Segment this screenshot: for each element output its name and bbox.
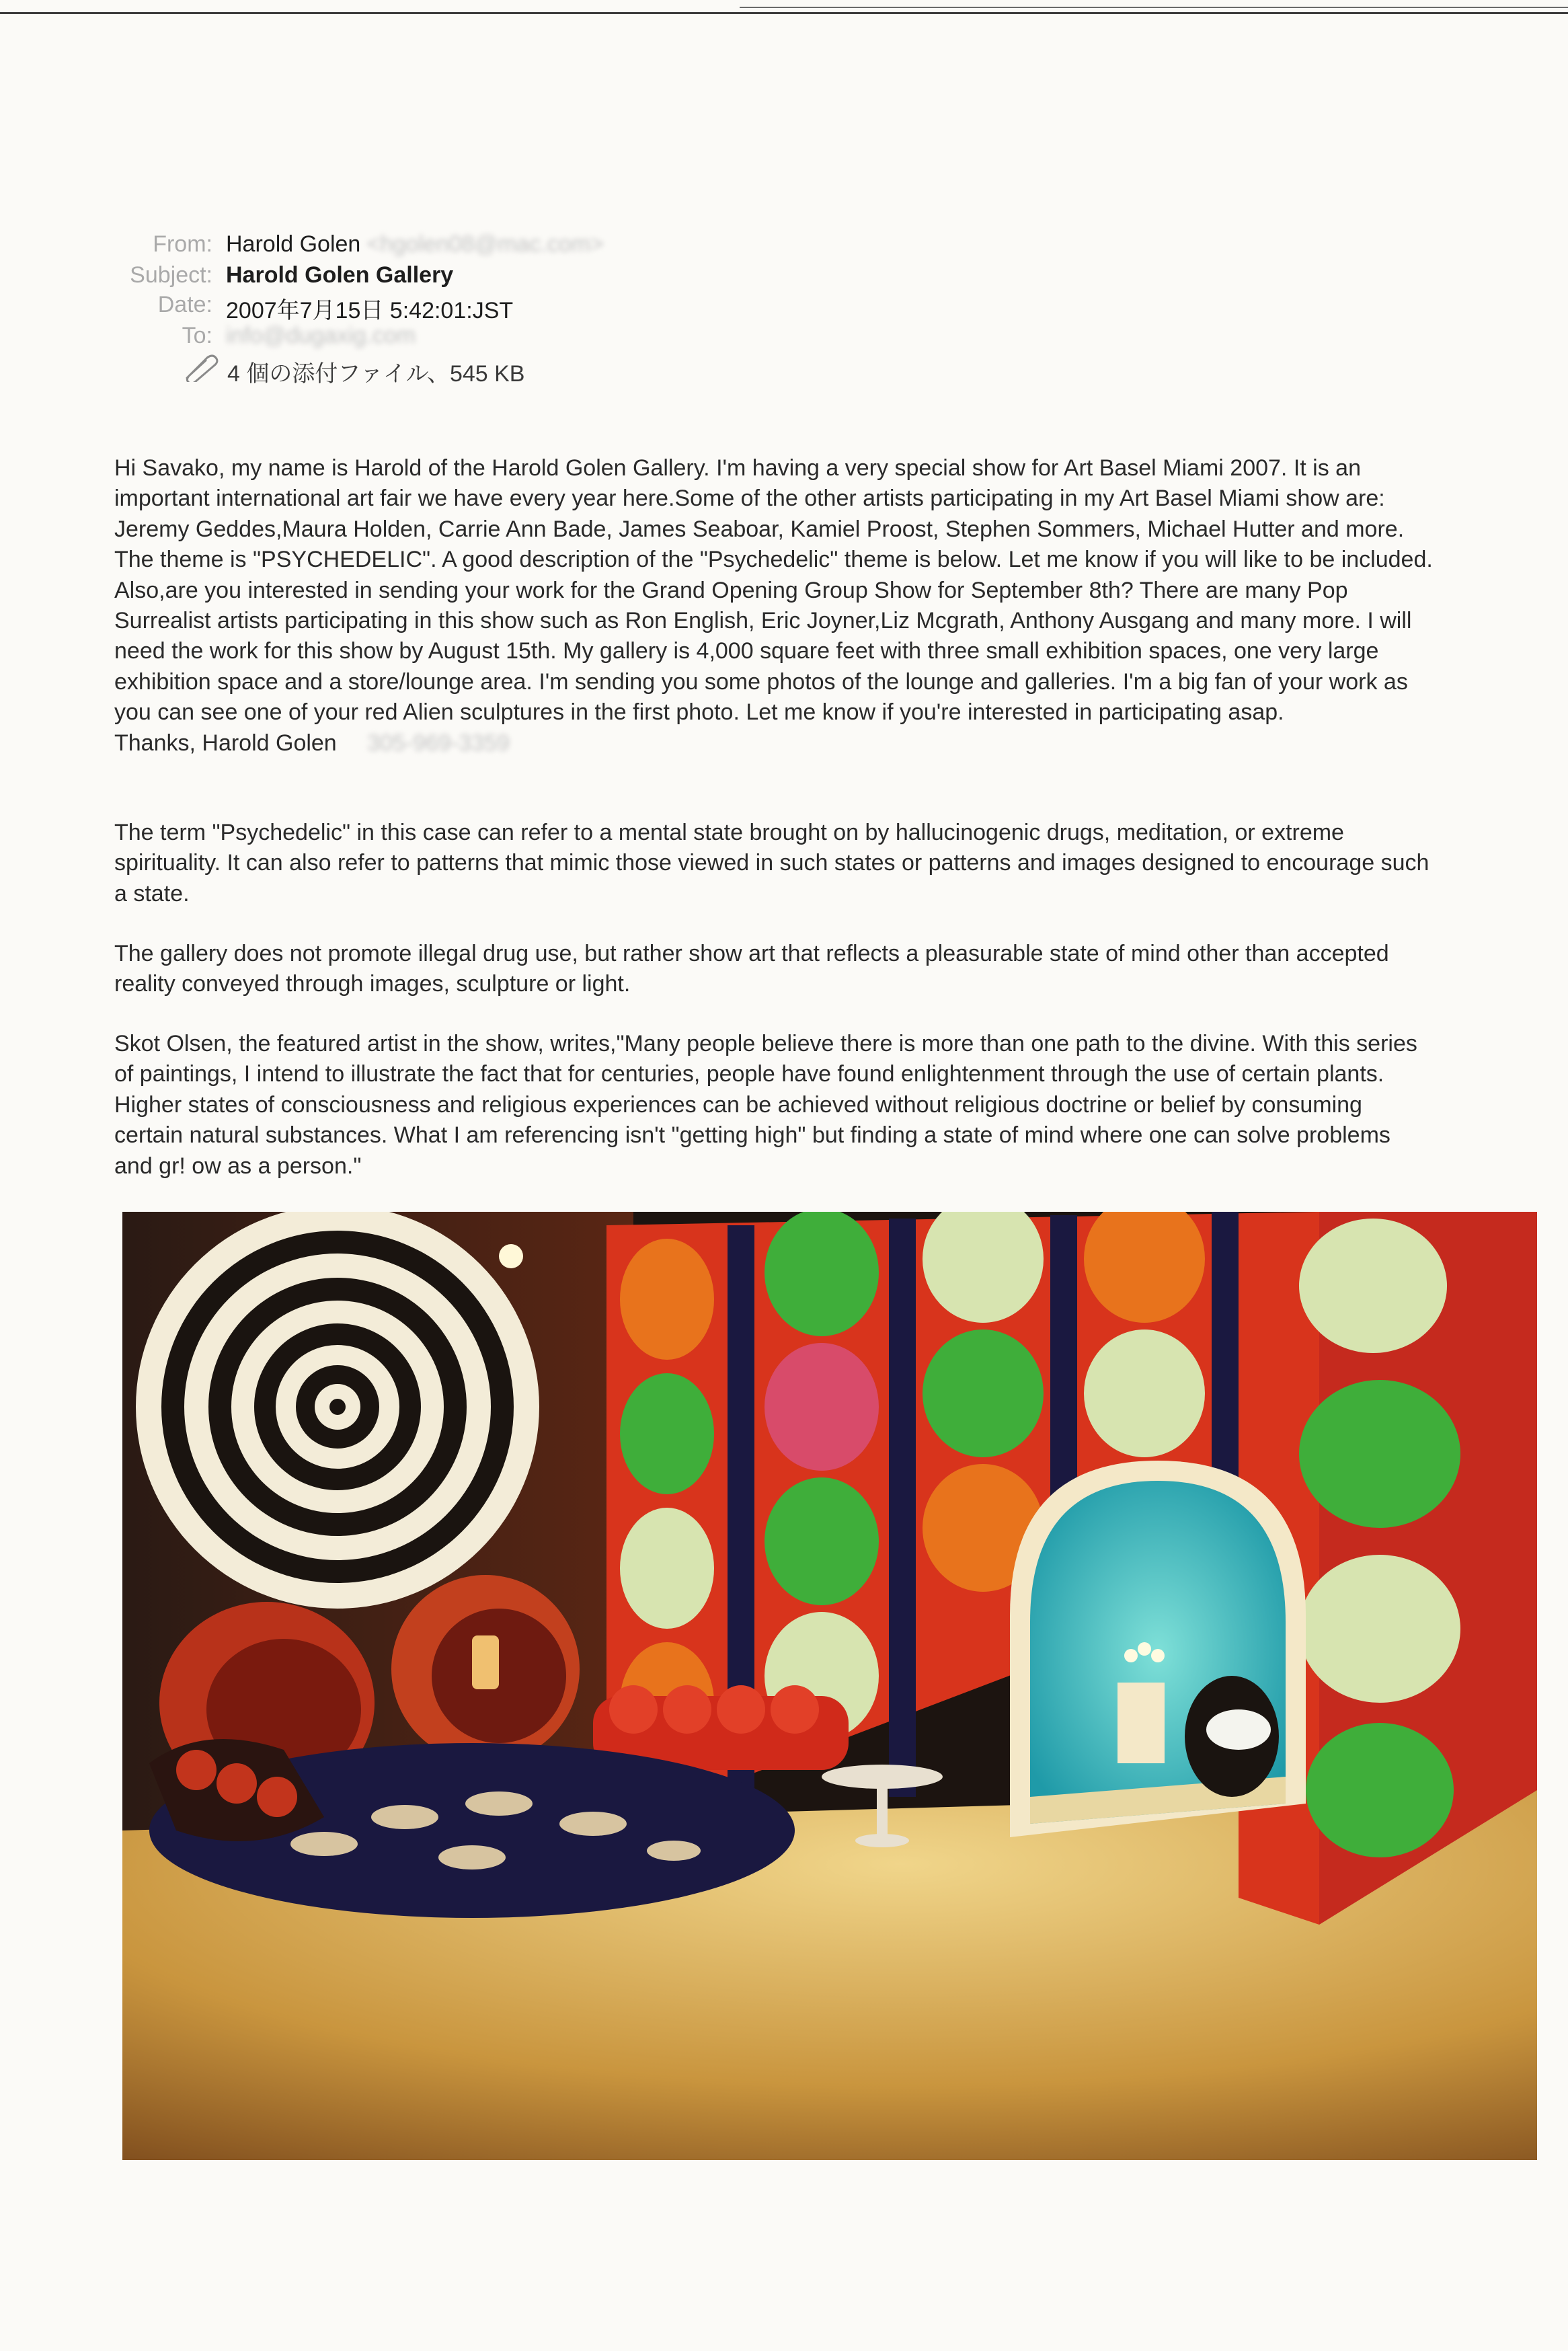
message-line: need the work for this show by August 15th. My gallery is 4,000 square feet with three small exhibition spaces, one very large — [114, 638, 1379, 664]
description-line: certain natural substances. What I am referencing isn't "getting high" but finding a state of mind where one can solve problems — [114, 1122, 1390, 1149]
subject-label: Subject: — [130, 262, 212, 288]
paperclip-icon — [180, 352, 219, 382]
message-body — [114, 453, 1499, 759]
message-line: The theme is "PSYCHEDELIC". A good description of the "Psychedelic" theme is below. Let me know if you will like to be included. — [114, 547, 1433, 573]
arched-doorway — [1010, 1461, 1306, 1837]
message-line: Also,are you interested in sending your work for the Grand Opening Group Show for September 8th? There are many Pop — [114, 577, 1348, 603]
description-line: Skot Olsen, the featured artist in the show, writes,"Many people believe there is more than one path to the divine. With this series — [114, 1031, 1417, 1056]
message-line: you can see one of your red Alien sculptures in the first photo. Let me know if you're interested in participating asap. — [114, 699, 1284, 726]
from-label: From: — [153, 231, 212, 257]
to-value: info@dugaxig.com — [226, 323, 416, 348]
description-line: The gallery does not promote illegal drug use, but rather show art that reflects a pleasurable state of mind other than accepted — [114, 941, 1389, 966]
message-line: Hi Savako, my name is Harold of the Harold Golen Gallery. I'm having a very special show for Art Basel Miami 2007. It is an — [114, 455, 1361, 481]
signoff-line — [114, 728, 1499, 759]
subject-value: Harold Golen Gallery — [226, 262, 454, 288]
description-line: Higher states of consciousness and religious experiences can be achieved without religious doctrine or belief by consuming — [114, 1091, 1362, 1118]
top-edge-line — [740, 7, 1568, 8]
top-border-line — [0, 12, 1568, 14]
description-paragraph-3 — [114, 1029, 1499, 1182]
message-line: important international art fair we have every year here.Some of the other artists participating in my Art Basel Miami show are: — [114, 486, 1385, 512]
sender-name: Harold Golen — [226, 231, 361, 257]
date-value: 2007年7月15日 5:42:01:JST — [226, 298, 514, 323]
description-line: The term "Psychedelic" in this case can refer to a mental state brought on by hallucinogenic drugs, meditation, or extreme — [114, 820, 1344, 845]
message-line: Surrealist artists participating in this show such as Ron English, Eric Joyner,Liz Mcgrath, Anthony Ausgang and many more. I will — [114, 608, 1412, 634]
description-paragraph-1 — [114, 818, 1499, 909]
attachments-info: 4 個の添付ファイル、545 KB — [227, 361, 525, 387]
psychedelic-lounge-photo — [122, 1212, 1537, 2160]
message-line: Jeremy Geddes,Maura Holden, Carrie Ann Bade, James Seaboar, Kamiel Proost, Stephen Sommers, Michael Hutter and more. — [114, 516, 1405, 542]
sender-email: <hgolen08@mac.com> — [366, 231, 604, 257]
description-line: spirituality. It can also refer to patterns that mimic those viewed in such states or patterns and images designed to encourage such — [114, 850, 1429, 876]
signoff: Thanks, Harold Golen — [114, 730, 337, 756]
spiral-artwork — [136, 1212, 539, 1609]
description-line: and gr! ow as a person." — [114, 1153, 362, 1179]
description-paragraph-2 — [114, 939, 1499, 1000]
description-line: of paintings, I intend to illustrate the fact that for centuries, people have found enlightenment through the use of certain plants. — [114, 1061, 1384, 1087]
from-value — [226, 231, 604, 258]
message-line: exhibition space and a store/lounge area. I'm sending you some photos of the lounge and galleries. I'm a big fan of your work as — [114, 668, 1408, 695]
description-line: reality conveyed through images, sculpture or light. — [114, 971, 631, 997]
phone-number: 305-969-3359 — [367, 730, 510, 756]
description-line: a state. — [114, 880, 190, 907]
to-label: To: — [182, 323, 212, 348]
date-label: Date: — [157, 292, 212, 317]
